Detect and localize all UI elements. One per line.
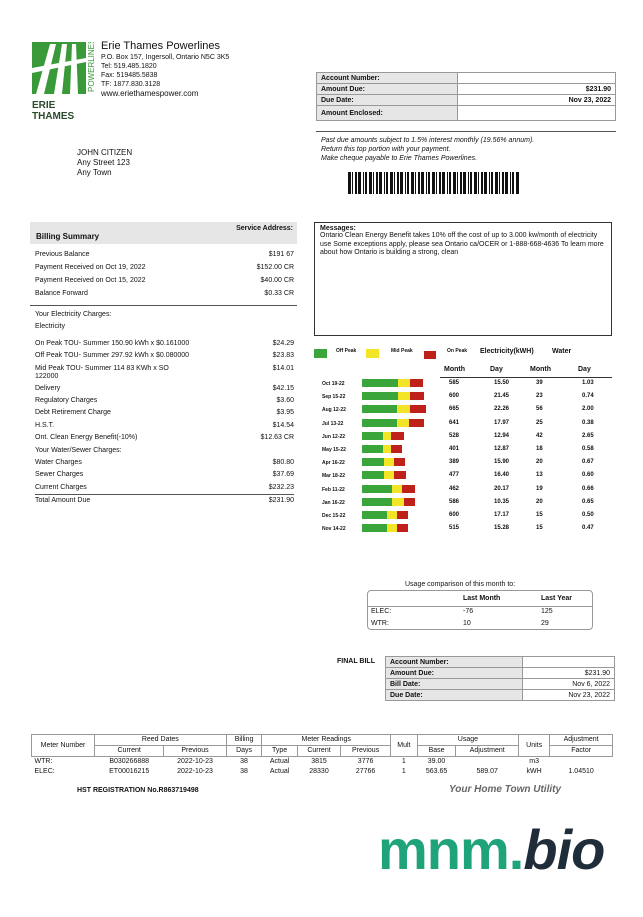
meter-header: Usage (417, 735, 518, 746)
meter-header: Meter Readings (262, 735, 391, 746)
off-peak-bar (362, 471, 384, 479)
meter-header: Units (519, 735, 550, 757)
charge-row: Ont. Clean Energy Benefit(-10%) $12.63 CR (35, 434, 294, 442)
on-peak-bar (397, 511, 408, 519)
on-peak-bar (409, 419, 424, 427)
meter-table (31, 734, 613, 777)
usage-value: 528 (449, 432, 460, 439)
usage-value: 477 (449, 472, 460, 479)
billing-rows (35, 248, 294, 300)
usage-value: 600 (449, 393, 460, 400)
mid-peak-bar (384, 471, 394, 479)
messages-box (314, 222, 612, 336)
usage-month-label: Mar 18-22 (322, 473, 346, 480)
watermark: mnm.bio (378, 818, 605, 881)
usage-value: 0.65 (582, 498, 594, 505)
customer-address: JOHN CITIZEN Any Street 123 Any Town (77, 148, 133, 177)
billing-row: Payment Received on Oct 19, 2022 $152.00 CR (35, 264, 294, 271)
comparison-label: ELEC: (371, 608, 392, 615)
usage-value: 15.50 (494, 380, 510, 386)
electricity-title: Electricity(kWH) (480, 348, 534, 355)
mid-peak-swatch (366, 349, 379, 358)
usage-value: 16.40 (494, 472, 510, 479)
final-row: Bill Date: Nov 6, 2022 (386, 679, 615, 690)
usage-value: 0.60 (582, 472, 594, 479)
usage-value: 10.35 (494, 498, 510, 505)
meter-header: Meter Number (32, 735, 95, 757)
usage-value: 22.26 (494, 406, 510, 413)
off-peak-label: Off Peak (336, 348, 357, 354)
usage-value: 401 (449, 446, 460, 452)
on-peak-bar (391, 432, 403, 440)
stub-row: Amount Enclosed: (317, 106, 616, 121)
off-peak-bar (362, 511, 387, 519)
off-peak-bar (362, 419, 397, 427)
usage-value: 12.94 (494, 432, 510, 439)
hst-registration: HST REGISTRATION No.R863719498 (77, 787, 199, 794)
mid-peak-bar (387, 511, 397, 519)
off-peak-bar (362, 498, 392, 506)
usage-value: 13 (536, 472, 543, 479)
off-peak-bar (362, 405, 397, 413)
usage-chart (318, 372, 614, 532)
usage-value: 15 (536, 512, 543, 518)
usage-value: 15 (536, 525, 543, 532)
usage-value: 25 (536, 419, 543, 426)
mid-peak-bar (397, 405, 411, 413)
on-peak-bar (402, 485, 414, 493)
meter-header: Mult (391, 735, 418, 757)
charge-row: Current Charges $232.23 (35, 483, 294, 491)
charge-row: Water Charges $80.80 (35, 459, 294, 467)
mid-peak-bar (398, 392, 410, 400)
meter-header: Base (417, 746, 456, 757)
usage-value: 18 (536, 446, 543, 452)
off-peak-bar (362, 392, 398, 400)
usage-month-label: Jun 12-22 (322, 433, 346, 440)
charges-section (35, 309, 294, 508)
usage-month-label: Aug 12-22 (322, 407, 346, 414)
service-address-label: Service Address: (236, 225, 293, 232)
charge-row: On Peak TOU- Summer 150.90 kWh x $0.161000 $24.29 (35, 339, 294, 347)
usage-value: 15.28 (494, 525, 510, 532)
mid-peak-bar (392, 485, 402, 493)
usage-value: 20 (536, 498, 543, 505)
meter-header: Adjustment (550, 735, 613, 746)
usage-value: 0.38 (582, 419, 594, 426)
comparison-value: 125 (541, 608, 553, 615)
elec-sub-header: Electricity (35, 323, 65, 331)
usage-month-label: Sep 15-22 (322, 394, 346, 401)
charge-row: Debt Retirement Charge $3.95 (35, 409, 294, 417)
usage-value: 17.17 (494, 512, 510, 518)
comparison-value: 10 (463, 620, 471, 627)
company-tollfree: TF: 1877.830.3128 (101, 81, 161, 88)
billing-row: Payment Received on Oct 15, 2022 $40.00 CR (35, 277, 294, 284)
usage-value: 15.90 (494, 459, 510, 466)
logo-text: ERIE THAMES (32, 100, 75, 122)
off-peak-bar (362, 485, 392, 493)
usage-value: 0.66 (582, 485, 594, 492)
billing-row: Balance Forward $0.33 CR (35, 290, 294, 297)
billing-summary-header (30, 222, 297, 244)
final-row: Account Number: (386, 657, 615, 668)
billing-row: Previous Balance $191 67 (35, 251, 294, 258)
comparison-value: 29 (541, 620, 549, 627)
meter-header: Previous (164, 746, 226, 757)
usage-value: 389 (449, 459, 460, 466)
messages-text: Ontario Clean Energy Benefit takes 10% off the cost of up to 3.000 kw/month of electricity use Some exceptions apply, please sea Ontario ca/OCER or 1-888-668-4636 To learn more about how Ontario is building a strong, clean (320, 232, 604, 256)
charge-row: Off Peak TOU- Summer 297.92 kWh x $0.080000 $23.83 (35, 352, 294, 360)
usage-value: 39 (536, 380, 543, 386)
stub-row: Amount Due: $231.90 (317, 84, 616, 95)
meter-header: Type (262, 746, 297, 757)
usage-value: 0.50 (582, 512, 594, 518)
on-peak-bar (404, 498, 415, 506)
mid-peak-bar (392, 498, 403, 506)
company-tel: Tel: 519.485.1820 (101, 63, 157, 70)
billing-summary-title: Billing Summary (36, 232, 100, 241)
charge-row: H.S.T. $14.54 (35, 421, 294, 429)
usage-month-label: Feb 11-22 (322, 486, 345, 493)
charge-row: Sewer Charges $37.69 (35, 471, 294, 479)
usage-month-label: Nov 14-22 (322, 526, 346, 533)
stub-row: Account Number: (317, 73, 616, 84)
final-row: Due Date: Nov 23, 2022 (386, 690, 615, 701)
mid-peak-label: Mid Peak (391, 348, 413, 354)
company-website[interactable]: www.eriethamespower.com (101, 89, 199, 98)
meter-header: Billing (226, 735, 262, 746)
usage-col-headers: Month Day Month Day (444, 366, 591, 373)
off-peak-bar (362, 379, 398, 387)
on-peak-bar (410, 392, 424, 400)
usage-value: 0.74 (582, 393, 594, 400)
on-peak-bar (391, 445, 402, 453)
company-name: Erie Thames Powerlines (101, 40, 221, 52)
usage-value: 2.00 (582, 406, 594, 413)
meter-header: Factor (550, 746, 613, 757)
final-bill-table (385, 656, 615, 701)
meter-header: Adjustment (456, 746, 519, 757)
on-peak-label: On Peak (447, 348, 468, 354)
usage-month-label: Dec 15-22 (322, 513, 346, 519)
usage-value: 17.97 (494, 419, 510, 426)
on-peak-bar (394, 471, 406, 479)
svg-text:POWERLINES: POWERLINES (87, 42, 96, 92)
company-logo (32, 42, 96, 122)
water-title: Water (552, 348, 572, 355)
usage-value: 20.17 (494, 485, 510, 492)
usage-value: 0.47 (582, 525, 594, 532)
usage-month-label: May 15-22 (322, 447, 346, 453)
comparison-last-month: Last Month (463, 595, 501, 602)
logo-mark-icon (32, 42, 96, 94)
usage-value: 0.67 (582, 459, 594, 466)
on-peak-bar (397, 524, 408, 532)
tagline: Your Home Town Utility (449, 784, 562, 795)
stub-notes: Past due amounts subject to 1.5% interest monthly (19.56% annum). Return this top portion with your payment. Make cheque payable to Erie Thames Powerlines. (321, 137, 535, 162)
usage-value: 12.87 (494, 446, 510, 452)
meter-header: Days (226, 746, 262, 757)
usage-value: 641 (449, 419, 460, 426)
total-row: Total Amount Due $231.90 (35, 494, 294, 507)
comparison-title: Usage comparison of this month to: (405, 581, 516, 588)
meter-header: Current (95, 746, 164, 757)
charge-row: Delivery $42.15 (35, 384, 294, 392)
comparison-box (367, 590, 593, 630)
usage-legend (314, 347, 614, 361)
usage-value: 462 (449, 485, 460, 492)
usage-value: 585 (449, 380, 460, 386)
comparison-last-year: Last Year (541, 595, 573, 602)
usage-value: 2.65 (582, 432, 594, 439)
usage-value: 0.58 (582, 446, 594, 452)
final-row: Amount Due: $231.90 (386, 668, 615, 679)
mid-peak-bar (387, 524, 397, 532)
usage-value: 586 (449, 498, 460, 505)
usage-value: 1.03 (582, 380, 594, 386)
usage-month-label: Apr 16-22 (322, 460, 345, 467)
payment-stub-table (316, 72, 616, 121)
water-charges-header: Your Water/Sewer Charges: (35, 446, 122, 454)
usage-value: 42 (536, 432, 543, 439)
mid-peak-bar (397, 419, 409, 427)
meter-row: ELEC: ET00016215 2022-10-23 38 Actual 28330 27766 1 563.65 589.07 kWH 1.04510 (34, 768, 594, 775)
off-peak-bar (362, 524, 387, 532)
messages-title: Messages: (320, 225, 356, 232)
usage-value: 20 (536, 459, 543, 466)
meter-header: Current (297, 746, 340, 757)
off-peak-bar (362, 432, 383, 440)
meter-header: Previous (341, 746, 391, 757)
usage-month-label: Jul 13-22 (322, 420, 344, 427)
charge-row: Mid Peak TOU- Summer 114 83 KWh x SO 122000 $14.01 (35, 364, 294, 380)
usage-value: 19 (536, 485, 543, 492)
usage-value: 665 (449, 406, 460, 413)
on-peak-swatch (424, 351, 436, 359)
company-fax: Fax: 519485.5838 (101, 72, 158, 79)
comparison-label: WTR: (371, 620, 389, 627)
off-peak-swatch (314, 349, 327, 358)
usage-value: 56 (536, 406, 543, 413)
on-peak-bar (410, 379, 422, 387)
company-address: P.O. Box 157, Ingersoll, Ontario N5C 3K5 (101, 54, 230, 61)
barcode-icon (348, 172, 520, 194)
usage-value: 515 (449, 525, 460, 532)
usage-value: 23 (536, 393, 543, 400)
meter-header: Reed Dates (95, 735, 227, 746)
meter-row: WTR: B030266888 2022-10-23 38 Actual 3815 3776 1 39.00 m3 (34, 758, 539, 765)
on-peak-bar (394, 458, 405, 466)
mid-peak-bar (384, 458, 394, 466)
on-peak-bar (410, 405, 425, 413)
usage-month-label: Oct 19-22 (322, 381, 345, 387)
mid-peak-bar (383, 432, 391, 440)
comparison-value: -76 (463, 608, 474, 615)
usage-month-label: Jan 16-22 (322, 499, 345, 506)
usage-value: 21.45 (494, 393, 510, 400)
off-peak-bar (362, 458, 384, 466)
elec-charges-header: Your Electricity Charges: (35, 311, 112, 318)
charge-row: Regulatory Charges $3.60 (35, 397, 294, 405)
final-bill-label: FINAL BILL (337, 658, 375, 665)
stub-row: Due Date: Nov 23, 2022 (317, 95, 616, 106)
mid-peak-bar (398, 379, 410, 387)
off-peak-bar (362, 445, 383, 453)
usage-value: 600 (449, 512, 460, 518)
mid-peak-bar (383, 445, 391, 453)
